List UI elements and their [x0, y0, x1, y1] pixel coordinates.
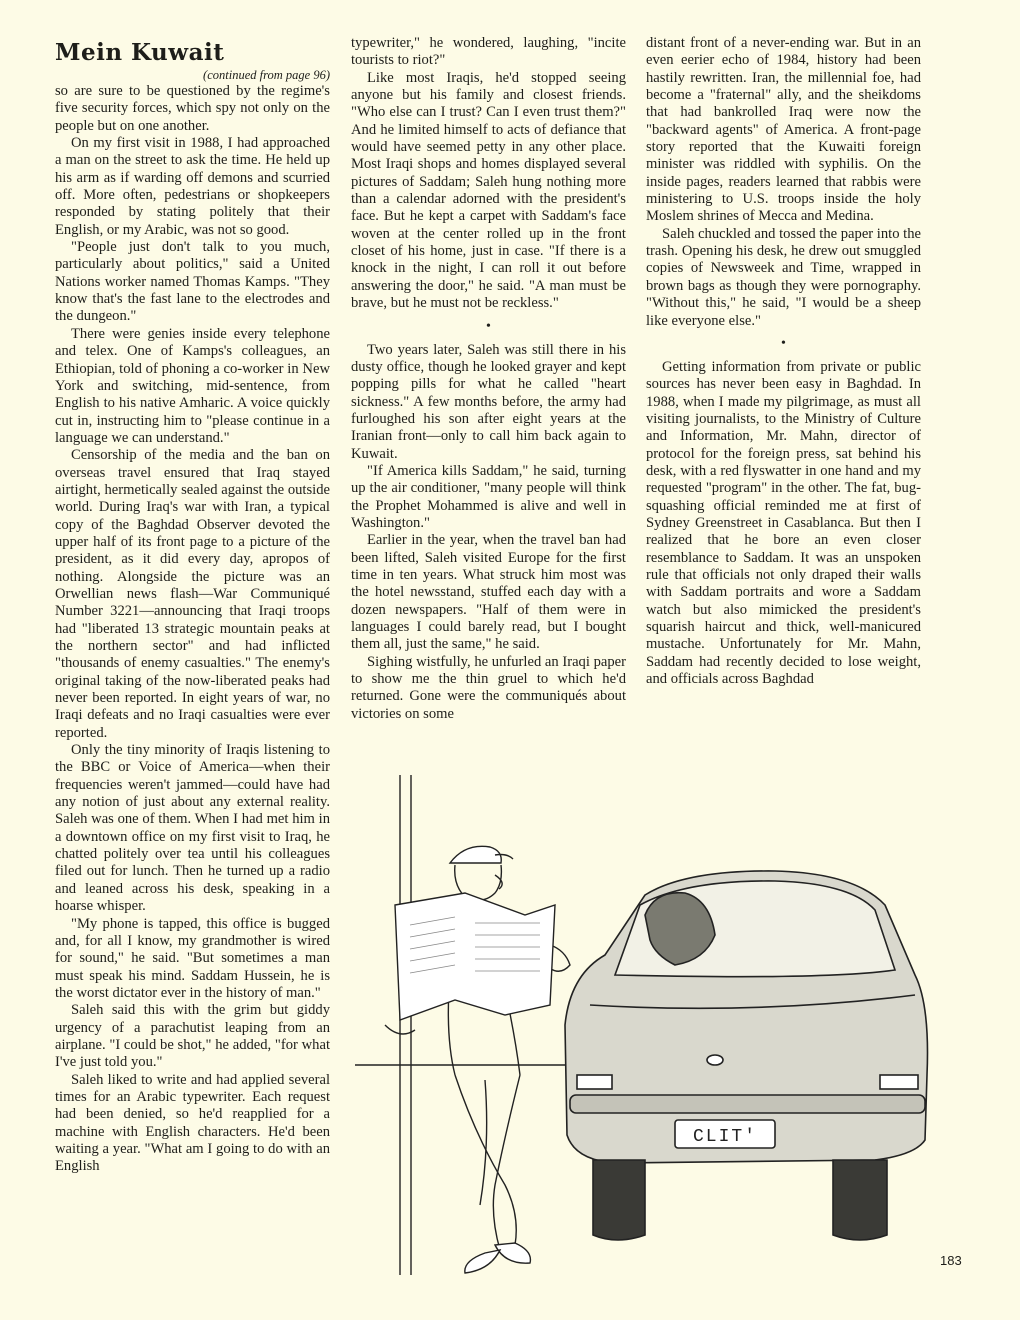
paragraph: Only the tiny minority of Iraqis listening to the BBC or Voice of America—when their frequencies weren't jammed—could have had any notion of just about any external reality. Saleh was one of them. When I had met him in a downtown office on my first visit to Iraq, he chatted politely over tea until his colleagues filed out for lunch. Then he turned up a radio and leaned across his desk, speaking in a hoarse whisper. [55, 742, 330, 915]
tail-light-left [577, 1075, 612, 1089]
column-2 [351, 35, 626, 723]
cartoon-illustration [355, 775, 935, 1300]
lamp-post [400, 775, 411, 1275]
page-number: 183 [940, 1253, 962, 1268]
paragraph: "People just don't talk to you much, particularly about politics," said a United Nations worker named Thomas Kamps. "They know that's the fast lane to the electrodes and the dungeon." [55, 239, 330, 325]
continued-note: (continued from page 96) [203, 68, 330, 82]
newspaper [395, 893, 555, 1020]
column-3 [646, 35, 921, 688]
paragraph: distant front of a never-ending war. But in an even eerier echo of 1984, history had been hastily rewritten. Iran, the millennial foe, had become a "fraternal" ally, and the sheikdoms that had bankrolled Iraq were now the "backward agents" of America. A front-page story reported that the Kuwaiti foreign minister was riddled with syphilis. On the inside pages, readers learned that rabbis were ministering to U.S. troops inside the holy Moslem shrines of Mecca and Medina. [646, 35, 921, 225]
paragraph: Earlier in the year, when the travel ban had been lifted, Saleh visited Europe for the first time in ten years. What struck him most was the hotel newsstand, stuffed each day with a dozen newspapers. "Half of them were in languages I could barely read, but I bought them all, just the same," he said. [351, 532, 626, 653]
article-headline: Mein Kuwait [55, 39, 225, 66]
paragraph: "My phone is tapped, this office is bugged and, for all I know, my grandmother is wired for sound," he said. "But sometimes a man must speak his mind. Saddam Hussein, he is the worst dictator ever in the history of man." [55, 915, 330, 1001]
paragraph: Saleh chuckled and tossed the paper into the trash. Opening his desk, he drew out smuggled copies of Newsweek and Time, wrapped in brown bags as though they were pornography. "Without this," he said, "I would be a sheep like everyone else." [646, 225, 921, 329]
wheel-left [593, 1160, 645, 1240]
column-1 [55, 40, 330, 1176]
wheel-right [833, 1160, 887, 1240]
paragraph: Like most Iraqis, he'd stopped seeing anyone but his family and closest friends. "Who else can I trust? Can I even trust them?" And he limited himself to acts of defiance that would have seemed petty in any other place. Most Iraqi shops and homes displayed several pictures of Saddam; Saleh hung nothing more than a calendar adorned with the president's face. But he kept a carpet with Saddam's face woven at the center rolled up in the front closet of his home, just in case. "If there is a knock in the night, I can roll it out before answering the door," he said. "A man must be brave, but he must not be reckless." [351, 69, 626, 312]
section-break-bullet: • [781, 335, 786, 351]
paragraph: typewriter," he wondered, laughing, "incite tourists to riot?" [351, 35, 626, 69]
paragraph: Saleh liked to write and had applied several times for an Arabic typewriter. Each request had been denied, so he'd reapplied for a machine with English characters. He'd been waiting a year. "What am I going to do with an English [55, 1071, 330, 1175]
paragraph: "If America kills Saddam," he said, turning up the air conditioner, "many people will think the Prophet Mohammed is alive and well in Washington." [351, 462, 626, 531]
paragraph: On my first visit in 1988, I had approached a man on the street to ask the time. He held up his arm as if warding off demons and scurried off. More often, pedestrians or shopkeepers responded by stating politely that their English, or my Arabic, was not so good. [55, 135, 330, 238]
paragraph: Censorship of the media and the ban on overseas travel ensured that Iraq stayed airtight, hermetically sealed against the outside world. During Iraq's war with Iran, a typical copy of the Baghdad Observer devoted the upper half of its front page to a picture of the president, as it did every day, apropos of nothing. Alongside the picture was an Orwellian news flash—War Communiqué Number 3221—announcing that Iraqi troops had "liberated 13 strategic mountain peaks at the northern sector" and had inflicted "thousands of enemy casualties." The enemy's original taking of the now-liberated peaks had never been reported. In eight years of war, no Iraqi defeats and no Iraqi casualties were ever reported. [55, 447, 330, 741]
license-plate [675, 1120, 775, 1148]
paragraph: Two years later, Saleh was still there in his dusty office, though he looked grayer and kept popping pills for what he called "heart sickness." A few months before, the army had furloughed his son after eight years at the Iranian front—only to call him back again to Kuwait. [351, 341, 626, 462]
car-bumper [570, 1095, 925, 1113]
paragraph: Getting information from private or public sources has never been easy in Baghdad. In 1988, when I made my pilgrimage, as must all visiting journalists, to the Ministry of Culture and Information, Mr. Mahn, director of protocol for the foreign press, sat behind his desk, with a red flyswatter in one hand and my requested "program" in the other. The fat, bug-squashing official reminded me at first of Sydney Greenstreet in Casablanca. But then I realized that he bore an even closer resemblance to Saddam. It was an unspoken rule that officials not only draped their walls with Saddam portraits and wore a Saddam watch but also mimicked the president's squarish haircut and thick, well-manicured mustache. Unfortunately for Mr. Mahn, Saddam had recently decided to lose weight, and officials across Baghdad [646, 358, 921, 688]
paragraph: so are sure to be questioned by the regime's five security forces, which spy not only on the people but on one another. [55, 83, 330, 134]
car-emblem [707, 1055, 723, 1065]
license-plate-text: CLIT' [692, 1127, 758, 1147]
tail-light-right [880, 1075, 918, 1089]
paragraph: Sighing wistfully, he unfurled an Iraqi paper to show me the thin gruel to which he'd returned. Gone were the communiqués about victories on some [351, 653, 626, 722]
paragraph: There were genies inside every telephone and telex. One of Kamps's colleagues, an Ethiopian, told of phoning a co-worker in New York and switching, mid-sentence, from English to his native Amharic. A voice quickly cut in, instructing him to "please continue in a language we can understand." [55, 325, 330, 446]
section-break-bullet: • [486, 318, 491, 334]
paragraph: Saleh said this with the grim but giddy urgency of a parachutist leaping from an airplane. "I could be shot," he added, "for what I've just told you." [55, 1002, 330, 1071]
car [565, 871, 928, 1240]
